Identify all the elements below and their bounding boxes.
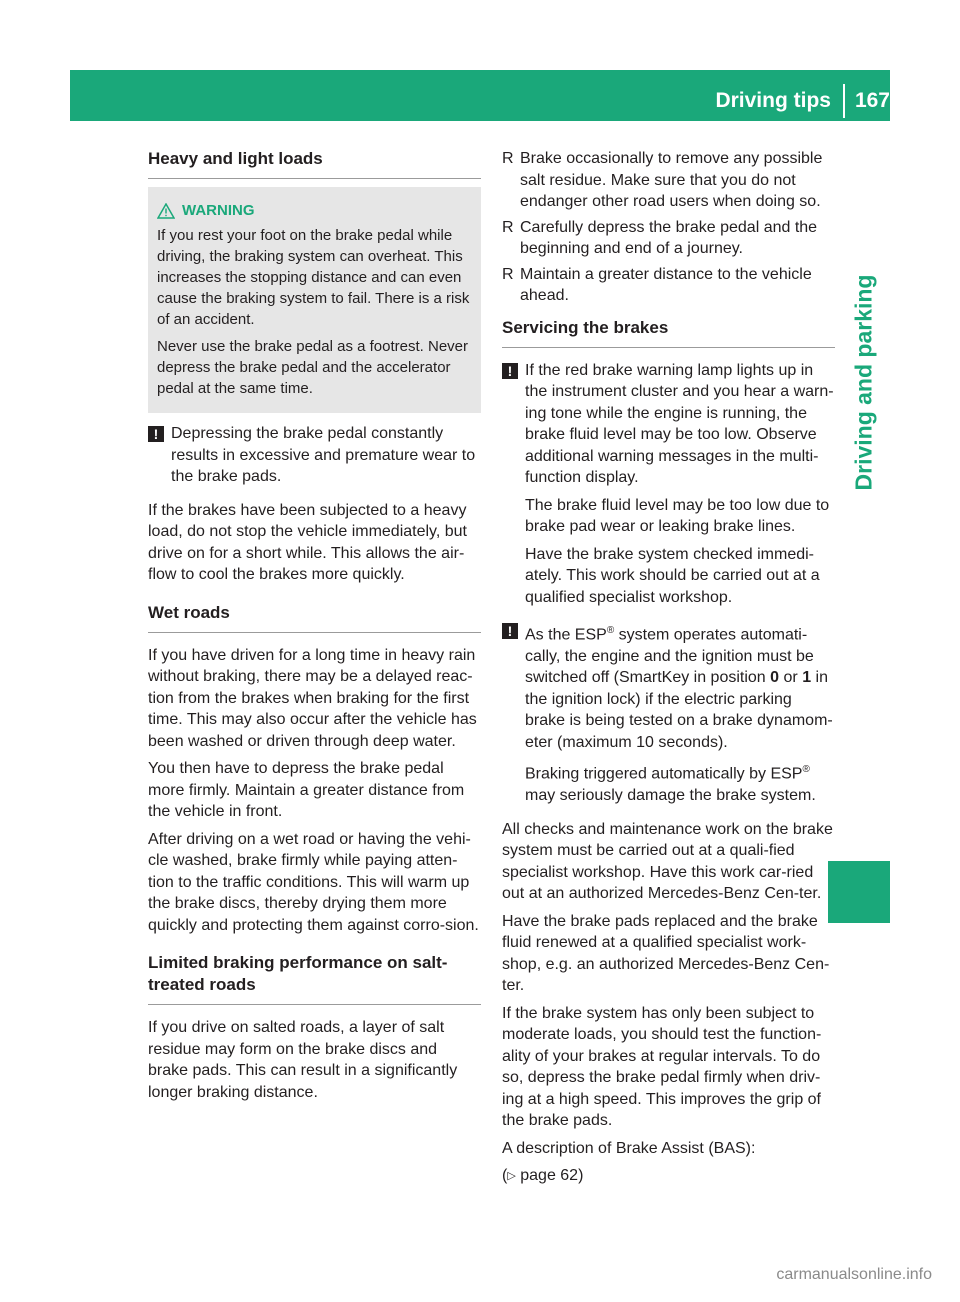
heading-servicing-brakes: Servicing the brakes — [502, 317, 835, 348]
running-header — [715, 86, 890, 116]
right-column — [502, 148, 835, 1194]
paragraph: If you have driven for a long time in heavy rain without braking, there may be a delayed reac-tion from the brakes when braking for the first time. This may also occur after the vehicle has been washed or driven through deep water. — [148, 646, 477, 750]
paragraph: If the brakes have been subjected to a heavy load, do not stop the vehicle immediately, but drive on for a short while. This allows the air-flow to cool the brakes more quickly. — [148, 501, 467, 583]
paragraph: If the brake system has only been subject to moderate loads, you should test the function-ality of your brakes at regular intervals. To do so, depress the brake pedal firmly when driv-ing at a high speed. This improves the grip of the brake pads. — [502, 1004, 822, 1130]
list-item: R Brake occasionally to remove any possible salt residue. Make sure that you do not endanger other road users when doing so. — [502, 148, 835, 213]
warning-box — [148, 187, 481, 413]
paragraph: Have the brake pads replaced and the brake fluid renewed at a qualified specialist work-shop, e.g. an authorized Mercedes-Benz Cen-ter. — [502, 912, 830, 995]
list-item: R Maintain a greater distance to the vehicle ahead. — [502, 264, 835, 307]
paragraph: A description of Brake Assist (BAS): — [502, 1139, 756, 1157]
note-text: The brake fluid level may be too low due to brake pad wear or leaking brake lines. — [525, 496, 830, 535]
warning-text-2: Never use the brake pedal as a footrest. Never depress the brake pedal and the accelerator pedal at the same time. — [157, 338, 469, 397]
chapter-marker — [828, 861, 890, 923]
paragraph: All checks and maintenance work on the brake system must be carried out at a quali-fied specialist workshop. Have this work car-ried out at an authorized Mercedes-Benz Cen-ter. — [502, 820, 833, 903]
note-esp-dynamometer — [502, 620, 835, 813]
heading-salt-roads: Limited braking performance on salt-treated roads — [148, 952, 481, 1005]
warning-header — [157, 200, 473, 221]
note-text: If the red brake warning lamp lights up in the instrument cluster and you hear a warn-ing tone while the engine is running, the brake fluid level may be too low. Observe additional warning messages in the multi-function display. — [525, 361, 834, 486]
bullet-list — [502, 148, 835, 307]
note-text: Have the brake system checked immedi-ately. This work should be carried out at a qualified specialist workshop. — [525, 545, 820, 606]
exclamation-box-icon: ! — [148, 426, 164, 442]
header-separator — [843, 84, 845, 118]
warning-triangle-icon — [157, 203, 175, 219]
list-item: R Carefully depress the brake pedal and the beginning and end of a journey. — [502, 217, 835, 260]
note-pedal-wear — [148, 423, 481, 494]
note-brake-warning-lamp — [502, 360, 835, 615]
paragraph: If you drive on salted roads, a layer of salt residue may form on the brake discs and brake pads. This can result in a significantly longer braking distance. — [148, 1019, 458, 1101]
watermark: carmanualsonline.info — [776, 1266, 932, 1283]
heading-heavy-loads: Heavy and light loads — [148, 148, 481, 179]
heading-wet-roads: Wet roads — [148, 602, 481, 633]
exclamation-box-icon: ! — [502, 363, 518, 379]
left-column — [148, 148, 481, 1109]
section-title: Driving tips — [715, 89, 831, 112]
note-text: As the ESP® system operates automati-cally, the engine and the ignition must be switched off (SmartKey in position 0 or 1 in the ignition lock) if the electric parking brake is being tested on a brake dynamom-eter (maximum 10 seconds). — [525, 625, 833, 751]
chapter-label: Driving and parking — [850, 274, 877, 490]
note-text: Depressing the brake pedal constantly results in excessive and premature wear to the brake pads. — [171, 425, 476, 485]
note-text: Braking triggered automatically by ESP® may seriously damage the brake system. — [525, 764, 816, 805]
paragraph: You then have to depress the brake pedal more firmly. Maintain a greater distance from the vehicle in front. — [148, 760, 465, 820]
warning-label: WARNING — [182, 202, 255, 219]
page-number: 167 — [854, 89, 890, 112]
exclamation-box-icon: ! — [502, 623, 518, 639]
triangle-right-icon: ▷ — [507, 1170, 516, 1183]
paragraph: After driving on a wet road or having the vehi-cle washed, brake firmly while paying atten-tion to the traffic conditions. This will warm up the brake discs, thereby drying them more quickly and protecting them against corro-sion. — [148, 830, 479, 934]
chapter-tab — [844, 232, 884, 532]
page-reference[interactable]: (▷ page 62) — [502, 1167, 584, 1185]
warning-text-1: If you rest your foot on the brake pedal while driving, the braking system can overheat. This increases the stopping distance and can even cause the braking system to fail. There is a risk of an accident. — [157, 227, 470, 328]
